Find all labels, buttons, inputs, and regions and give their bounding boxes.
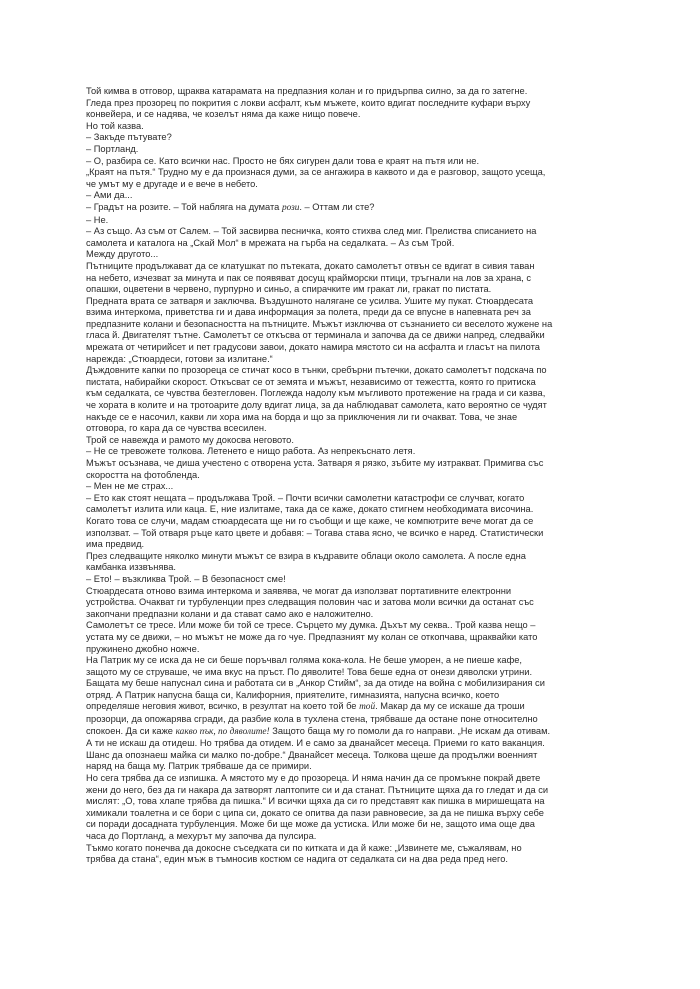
text-line: [86, 701, 640, 714]
text-line: През следващите няколко минути мъжът се взира в къдравите облаци около самолета. А после една: [86, 550, 526, 561]
text-line: Пътниците продължават да се клатушкат по пътеката, докато самолетът отвън се вдигат в сивия таван: [86, 260, 535, 271]
text-line: прозорци, да опожарява сгради, да разбие кола в тухлена стена, трябваше да остане поне относително: [86, 714, 538, 725]
text-line: – Мен не ме страх...: [86, 481, 174, 492]
text-line: Гледа през прозорец по покрития с локви асфалт, към мъжете, които вдигат последните куфари върху: [86, 97, 531, 108]
text-line: опашки, оцветени в червено, пурпурно и синьо, а спирачките им гракат ли, гракат по пистата.: [86, 284, 492, 295]
text-line: наряд на баща му. Патрик трябваше да се примири.: [86, 761, 312, 772]
text-line: „Краят на пътя.“ Трудно му е да произнася думи, за се ангажира в каквото и да е разговор, защото усеща,: [86, 167, 546, 178]
text-line: самолета и каталога на „Скай Мол“ в мрежата на гърба на седалката. – Аз съм Трой.: [86, 237, 455, 248]
text-line: – Аз също. Аз съм от Салем. – Той засвирва песничка, която стихва след миг. Прелиства списанието на: [86, 226, 537, 237]
text-line: самолетът излита или каца. Е, ние излитаме, така да се каже, докато стигнем необходимата височина.: [86, 504, 534, 515]
text-line: – Не.: [86, 214, 109, 225]
text-line: накъде се е насочил, какви ли хора има на борда и що за приключения ли ги очакват. Това, че знае: [86, 411, 518, 422]
text-line: жени до него, без да ги накара да затворят лаптопите си и да станат. Пътниците щяха да го гледат и да си: [86, 784, 549, 795]
text-line: Трой се навежда и рамото му докосва неговото.: [86, 434, 294, 445]
text-line: предпазните колани и безопасността на пътниците. Мъжът изключва от съзнанието си веселото жужене на: [86, 318, 553, 329]
text-segment: спокоен. Да си каже: [86, 725, 176, 736]
text-line: скоростта на фотобленда.: [86, 469, 200, 480]
text-line: Между другото...: [86, 249, 159, 260]
text-line: използват. – Той отваря ръце като цвете и добавя: – Тогава става ясно, че всичко е наред. Статистически: [86, 527, 544, 538]
text-line: А ти не искаш да отидеш. Но трябва да отидем. И е само за дванайсет месеца. Приеми го като ваканция.: [86, 738, 545, 749]
text-segment: . – Оттам ли сте?: [299, 201, 375, 212]
text-line: – Ето! – възкликва Трой. – В безопасност сме!: [86, 573, 286, 584]
text-line: камбанка иззвънява.: [86, 562, 176, 573]
text-line: часа до Портланд, а мехурът му започва да пулсира.: [86, 831, 317, 841]
text-line: пистата, набирайки скорост. Откъсват се от земята и мъжът, независимо от тежестта, която го притиска: [86, 376, 536, 387]
text-line: мислят: „О, това хлапе трябва да пишка.“ И всички щяха да си го представят как пишка в миришещата на: [86, 796, 545, 807]
text-line: мрежата от четирийсет и пет градусови завои, докато намира мястото си на асфалта и гласът на пилота: [86, 342, 540, 353]
text-line: отговора, го кара да се чувства всесилен.: [86, 423, 267, 434]
text-line: пружинено джобно ножче.: [86, 643, 200, 654]
text-line: конвейера, и се надява, че козелът няма да каже нищо повече.: [86, 109, 361, 120]
text-segment: – Градът на розите. – Той набляга на думата: [86, 201, 282, 212]
text-line: Дъждовните капки по прозореца се стичат косо в тънки, сребърни пътечки, докато самолетът подскача по: [86, 365, 547, 376]
text-line: има предвид.: [86, 539, 145, 550]
text-line: Но той казва.: [86, 120, 144, 131]
emphasized-phrase: какво пък, по дяволите!: [175, 726, 270, 737]
text-line: Бащата му беше напуснал сина и работата си в „Анкор Стийм“, за да отиде на война с мобилизирания си: [86, 678, 545, 689]
text-line: На Патрик му се иска да не си беше поръчвал голяма кока-кола. Не беше уморен, а не пиеше кафе,: [86, 655, 522, 666]
text-line: Но сега трябва да се изпишка. А мястото му е до прозореца. И няма начин да се промъкне покрай двете: [86, 773, 541, 784]
emphasized-word: той: [359, 702, 376, 713]
text-line: взима интеркома, приветства ги и дава информация за полета, преди да се впусне в напевната реч за: [86, 307, 531, 318]
text-line: устата му се движи, – но мъжът не може да го чуе. Предпазният му колан се откопчава, щраквайки като: [86, 631, 538, 642]
text-line: Стюардесата отново взима интеркома и заявява, че могат да използват портативните електронни: [86, 585, 512, 596]
text-line: [86, 202, 640, 215]
text-line: си поради досадната турбуленция. Може би ще може да устиска. Или може би не, защото има още два: [86, 819, 535, 830]
text-line: към седалката, се чувства безтегловен. Поглежда надолу към мъгливото протежение на града и си казва,: [86, 388, 546, 399]
text-line: гласа й. Двигателят тътне. Самолетът се откъсва от терминала и започва да се движи напред, следвайки: [86, 330, 545, 341]
text-line: че умът му е другаде и е вече в небето.: [86, 178, 258, 189]
text-line: Тъкмо когато понечва да докосне съседката си по китката и да й каже: „Извинете ме, съжалявам, но: [86, 842, 522, 853]
text-line: – Не се тревожете толкова. Летенето е нищо работа. Аз непрекъснато летя.: [86, 446, 416, 457]
text-line: че хората в колите и на тротоарите долу вдигат лица, за да наблюдават самолета, като вероятно се чудят: [86, 400, 547, 411]
text-line: Самолетът се тресе. Или може би той се тресе. Сърцето му думка. Дъхът му секва.. Трой казва нещо –: [86, 620, 536, 631]
text-line: – О, разбира се. Като всички нас. Просто не бях сигурен дали това е краят на пътя или не.: [86, 155, 480, 166]
text-line: Той кимва в отговор, щраква катарамата на предпазния колан и го придърпва силно, за да го затегне.: [86, 86, 528, 96]
text-line: Шанс да опознаеш майка си малко по-добре.“ Дванайсет месеца. Толкова щеше да продължи военният: [86, 749, 538, 760]
text-line: трябва да стана“, един мъж в тъмносив костюм се надига от седалката си на два реда пред него.: [86, 854, 508, 865]
text-line: устройства. Очакват ги турбуленции през следващия половин час и затова моли всички да останат със: [86, 597, 534, 608]
text-line: химикали тоалетна и се бори с ципа си, докато се опитва да пази равновесие, за да не пишка върху себе: [86, 807, 544, 818]
text-line: защото му се струваше, че има вкус на пръст. По дяволите! Това беше една от онези дяволски утрини.: [86, 666, 533, 677]
text-line: – Ето как стоят нещата – продължава Трой. – Почти всички самолетни катастрофи се случват, когато: [86, 492, 525, 503]
text-line: отряд. А Патрик напусна баща си, Калифорния, приятелите, гимназията, напусна всичко, което: [86, 689, 500, 700]
text-line: на небето, изчезват за минута и пак се появяват досущ крайморски птици, тръгнали на лов за храна, с: [86, 272, 532, 283]
text-line: [86, 726, 640, 739]
text-segment: определяше неговия живот, всичко, в резултат на което той бе: [86, 701, 360, 712]
text-segment: Защото баща му го помоли да го направи. „Не искам да отивам.: [269, 725, 551, 736]
text-line: Мъжът осъзнава, че диша учестено с отворена уста. Затваря я рязко, зъбите му изтракват. Примигва със: [86, 458, 544, 468]
text-line: – Ами да...: [86, 190, 133, 201]
text-line: – Закъде пътувате?: [86, 132, 172, 143]
emphasized-word: рози: [281, 202, 300, 213]
text-line: – Портланд.: [86, 143, 139, 154]
text-line: Когато това се случи, мадам стюардесата ще ни го съобщи и ще каже, че компютрите вече могат да се: [86, 515, 534, 526]
text-line: закопчани предпазни колани и да стават само ако е наложително.: [86, 608, 374, 619]
text-line: Предната врата се затваря и заключва. Въздушното налягане се усилва. Ушите му пукат. Стюардесата: [86, 295, 534, 306]
text-segment: . Макар да му се искаше да троши: [375, 701, 525, 712]
text-line: нарежда: „Стюардеси, готови за излитане.“: [86, 353, 273, 364]
